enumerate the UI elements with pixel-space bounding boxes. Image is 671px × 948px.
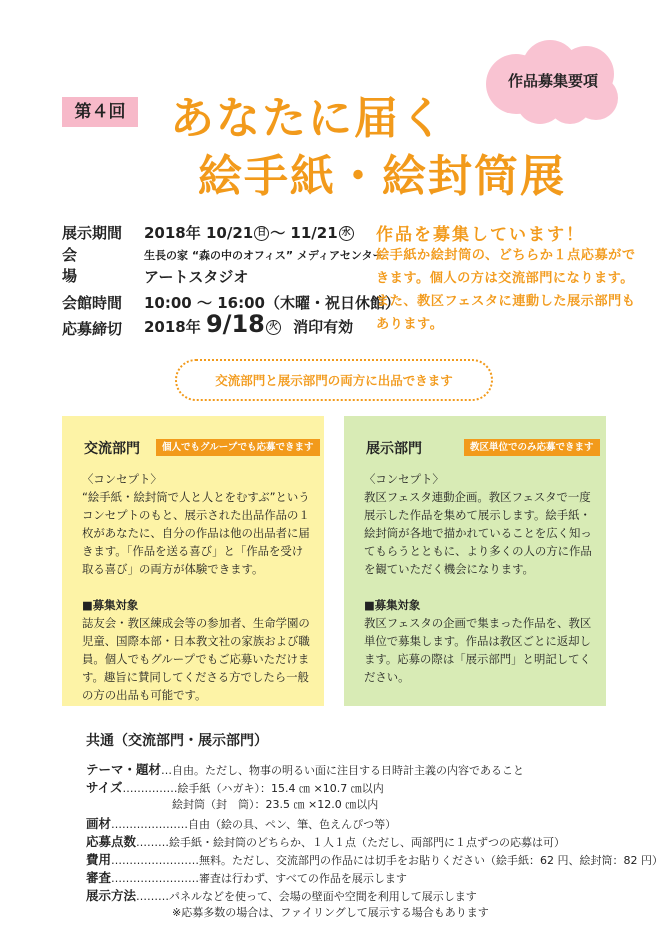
hours-label: 会館時間 <box>62 294 123 312</box>
exhibit-title: 展示部門 <box>366 441 422 457</box>
day-mark: 日 <box>254 226 269 241</box>
row-value: …………………自由（絵の具、ペン、筆、色えんぴつ等） <box>111 818 397 831</box>
cost-row <box>86 850 663 868</box>
hours-value: 10:00 〜 16:00（木曜・祝日休館） <box>144 294 400 312</box>
exchange-title: 交流部門 <box>84 441 140 457</box>
target-heading: ■募集対象 <box>364 598 421 612</box>
page-title-line2: 絵手紙・絵封筒展 <box>198 151 566 202</box>
target-text: 誌友会・教区練成会等の参加者、生命学園の児童、国際本部・日本教文社の家族および職員。個人でもグループでもご応募いただけます。趣旨に賛同してくださる方でしたら一般の方の出品も可能です。 <box>82 616 310 702</box>
deadline-date: 9/18 <box>205 310 265 338</box>
period-value <box>144 222 355 243</box>
row-value: ………パネルなどを使って、会場の壁面や空間を利用して展示します <box>136 890 477 903</box>
concept-heading: 〈コンセプト〉 <box>364 472 444 486</box>
deadline-note: 消印有効 <box>293 318 354 336</box>
common-title: 共通（交流部門・展示部門） <box>86 733 268 749</box>
method-note: ※応募多数の場合は、ファイリングして展示する場合もあります <box>172 906 489 919</box>
concept-heading: 〈コンセプト〉 <box>82 472 162 486</box>
venue-label: 会場 <box>62 246 104 285</box>
material-row <box>86 814 396 832</box>
page-title-line1: あなたに届く <box>170 93 446 144</box>
venue-sub: 生長の家 “森の中のオフィス” メディアセンター <box>144 249 384 262</box>
recruit-heading: 作品を募集しています！ <box>376 225 585 245</box>
recruit-body: 絵手紙か絵封筒の、どちらか１点応募ができます。個人の方は交流部門になります。また、教区フェスタに連動した展示部門もあります。 <box>376 248 636 332</box>
target-text: 教区フェスタの企画で集まった作品を、教区単位で募集します。作品は教区ごとに返却します。応募の際は「展示部門」と明記してください。 <box>364 616 592 684</box>
row-key: 費用 <box>86 852 112 867</box>
venue-name: アートスタジオ <box>144 268 249 286</box>
count-row <box>86 832 565 850</box>
exhibit-section <box>344 416 606 706</box>
row-key: 展示方法 <box>86 888 137 903</box>
row-key: 画材 <box>86 816 112 831</box>
day-mark: 水 <box>339 226 354 241</box>
method-row <box>86 886 477 904</box>
row-value: ………絵手紙・絵封筒のどちらか、１人１点（ただし、両部門に１点ずつの応募は可） <box>136 836 566 849</box>
review-row <box>86 868 407 886</box>
recruitment-badge: 作品募集要項 <box>507 72 598 90</box>
row-key: 審査 <box>86 870 112 885</box>
size-row <box>86 778 384 796</box>
theme-row <box>86 760 524 778</box>
row-key: テーマ・題材 <box>86 762 162 777</box>
size-row-2: 絵封筒（封 筒）：23.5 ㎝ ×12.0 ㎝以内 <box>172 798 379 811</box>
exhibit-tag: 教区単位でのみ応募できます <box>464 439 600 456</box>
period-end: 〜 11/21 <box>270 224 338 242</box>
both-categories-text: 交流部門と展示部門の両方に出品できます <box>215 373 453 388</box>
exchange-section <box>62 416 324 706</box>
row-key: サイズ <box>86 780 123 795</box>
exchange-tag: 個人でもグループでも応募できます <box>156 439 320 456</box>
period-label: 展示期間 <box>62 224 123 242</box>
target-heading: ■募集対象 <box>82 598 139 612</box>
row-value: ……………………審査は行わず、すべての作品を展示します <box>111 872 407 885</box>
row-key: 応募点数 <box>86 834 137 849</box>
exhibit-body <box>364 470 592 686</box>
concept-text: “絵手紙・絵封筒で人と人とをむすぶ”というコンセプトのもと、展示された出品作品の１枚があなたに、自分の作品は他の出品者に届きます。「作品を送る喜び」と「作品を受け取る喜び」の両方が体験できます。 <box>82 490 310 576</box>
deadline-label: 応募締切 <box>62 320 123 338</box>
deadline-value <box>144 310 353 338</box>
row-value: …自由。ただし、物事の明るい面に注目する日時計主義の内容であること <box>161 764 525 777</box>
period-start: 2018年 10/21 <box>144 224 254 242</box>
day-mark: 火 <box>266 320 281 335</box>
concept-text: 教区フェスタ連動企画。教区フェスタで一度展示した作品を集めて展示します。絵手紙・絵封筒が各地で描かれていることを広く知ってもらうとともに、より多くの人の方に作品を観ていただく機会になります。 <box>364 490 592 576</box>
row-value: ……………絵手紙（ハガキ）：15.4 ㎝ ×10.7 ㎝以内 <box>122 782 384 795</box>
exchange-body <box>82 470 310 704</box>
edition-badge: 第４回 <box>62 97 138 127</box>
deadline-year: 2018年 <box>144 318 201 336</box>
row-value: ……………………無料。ただし、交流部門の作品には切手をお貼りください（絵手紙：62 円、絵封筒：82 円） <box>111 854 663 867</box>
